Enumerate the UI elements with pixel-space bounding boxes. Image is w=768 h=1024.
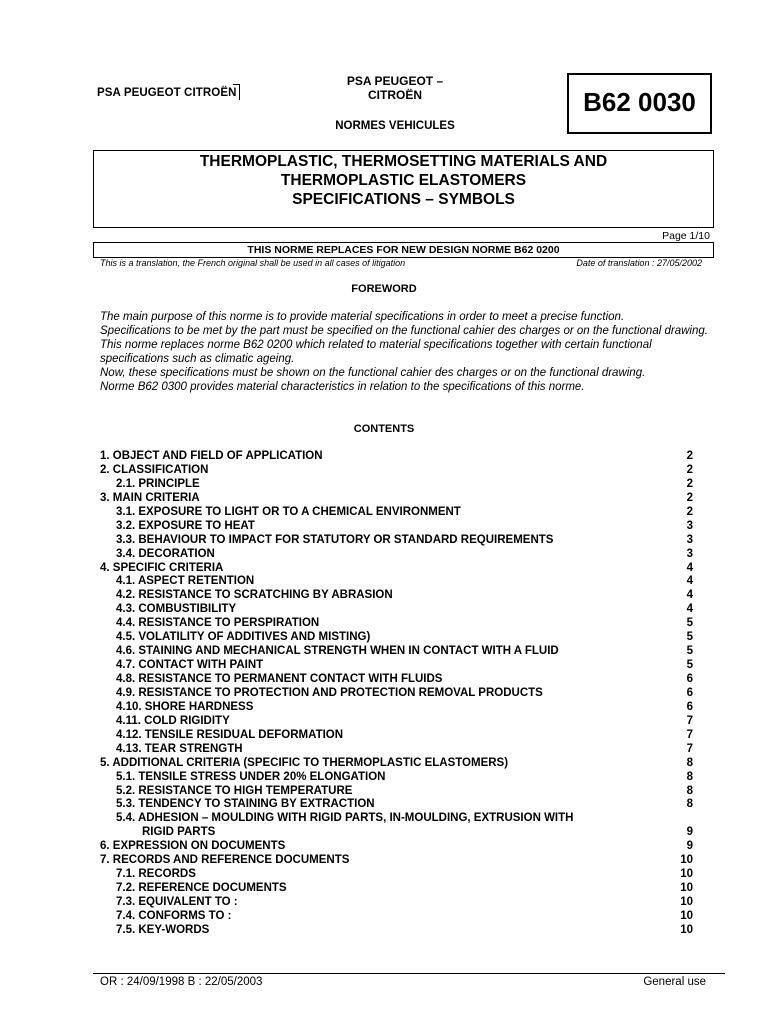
- toc-item-title: 3.4. DECORATION: [116, 547, 215, 560]
- toc-item-page: 6: [686, 700, 693, 713]
- toc-item: [100, 701, 693, 715]
- toc-item: [100, 520, 693, 534]
- toc-item-page: 6: [686, 686, 693, 699]
- toc-item: [100, 617, 693, 631]
- toc-item: [100, 868, 693, 882]
- normes-label: NORMES VEHICULES: [335, 120, 455, 132]
- toc-item: [100, 631, 693, 645]
- toc-item: [100, 924, 693, 938]
- translation-date: Date of translation : 27/05/2002: [576, 258, 702, 268]
- toc-item: [100, 910, 693, 924]
- toc-item-page: 8: [686, 756, 693, 769]
- replaces-text: THIS NORME REPLACES FOR NEW DESIGN NORME B62 0200: [247, 244, 560, 256]
- foreword-body: [100, 310, 720, 394]
- toc-item: [100, 506, 693, 520]
- toc-item-page: 4: [686, 603, 693, 616]
- toc-item: [100, 659, 693, 673]
- toc-item-page: 9: [686, 826, 693, 839]
- title-line-1: THERMOPLASTIC, THERMOSETTING MATERIALS AND: [199, 153, 608, 170]
- toc-item-page: 4: [686, 589, 693, 602]
- toc-item-page: 10: [680, 909, 693, 922]
- norme-code: B62 0030: [583, 87, 696, 117]
- toc-item-title: 1. OBJECT AND FIELD OF APPLICATION: [100, 450, 323, 462]
- toc-item-title: 3.1. EXPOSURE TO LIGHT OR TO A CHEMICAL ENVIRONMENT: [116, 505, 461, 518]
- foreword-paragraph: The main purpose of this norme is to provide material specifications in order to meet a precise function.: [100, 311, 625, 323]
- toc-item-title: 5.4. ADHESION – MOULDING WITH RIGID PARTS, IN-MOULDING, EXTRUSION WITH: [116, 812, 574, 825]
- toc-item-title: 5.1. TENSILE STRESS UNDER 20% ELONGATION: [116, 770, 386, 783]
- replaces-box: [93, 242, 714, 258]
- toc-item: [100, 534, 693, 548]
- toc-item-page: 8: [686, 770, 693, 783]
- toc-item: [100, 464, 693, 478]
- toc-item-page: 8: [686, 798, 693, 811]
- toc-item-title: 7.5. KEY-WORDS: [116, 923, 210, 936]
- toc-item-title: 3.3. BEHAVIOUR TO IMPACT FOR STATUTORY OR STANDARD REQUIREMENTS: [116, 533, 554, 546]
- toc-item-title: 3.2. EXPOSURE TO HEAT: [116, 519, 255, 532]
- toc-item-title: 4.8. RESISTANCE TO PERMANENT CONTACT WITH FLUIDS: [116, 673, 443, 685]
- toc-item-page: 4: [686, 561, 693, 574]
- toc-item-page: 5: [686, 659, 693, 672]
- toc-item: [100, 562, 693, 576]
- toc-item: [100, 743, 693, 757]
- toc-item-page: 8: [686, 784, 693, 797]
- toc-item-title: 7.4. CONFORMS TO :: [116, 909, 232, 922]
- toc-item-title: 4.10. SHORE HARDNESS: [116, 700, 254, 713]
- toc-item-title: 5.3. TENDENCY TO STAINING BY EXTRACTION: [116, 798, 375, 811]
- title-box: [93, 150, 714, 228]
- toc-item-page: 7: [686, 742, 693, 755]
- foreword-paragraph: Now, these specifications must be shown on the functional cahier des charges or on the functional drawing.: [100, 367, 646, 379]
- toc-item-page: 2: [686, 505, 693, 518]
- company-name: PSA PEUGEOT – CITROËN: [346, 74, 444, 102]
- toc-item: [100, 673, 693, 687]
- toc-item-page: 10: [680, 923, 693, 936]
- toc-item-title: RIGID PARTS: [142, 826, 216, 839]
- footer-divider: [93, 973, 725, 974]
- toc-item: [100, 548, 693, 562]
- toc-item: [100, 589, 693, 603]
- toc-item-title: 2. CLASSIFICATION: [100, 463, 209, 476]
- toc-item-page: 6: [686, 673, 693, 685]
- toc-item-title: 4.13. TEAR STRENGTH: [116, 742, 243, 755]
- toc-item-page: 4: [686, 575, 693, 588]
- toc-item-page: 2: [686, 491, 693, 504]
- toc-item: [100, 715, 693, 729]
- toc-item-title: 7.1. RECORDS: [116, 868, 196, 881]
- title-line-3: SPECIFICATIONS – SYMBOLS: [292, 191, 515, 208]
- toc-item: [100, 854, 693, 868]
- toc-item-title: 4. SPECIFIC CRITERIA: [100, 561, 224, 574]
- toc-item: [100, 450, 693, 464]
- toc-item-title: 7.2. REFERENCE DOCUMENTS: [116, 882, 287, 895]
- toc-item-title: 4.7. CONTACT WITH PAINT: [116, 659, 264, 672]
- toc-item-page: 10: [680, 854, 693, 867]
- footer-dates: OR : 24/09/1998 B : 22/05/2003: [100, 976, 263, 988]
- toc-item-title: 4.12. TENSILE RESIDUAL DEFORMATION: [116, 728, 344, 741]
- foreword-paragraph: Specifications to be met by the part must be specified on the functional cahier des charges or on the functional drawing.: [100, 325, 708, 337]
- toc-item-page: 2: [686, 477, 693, 490]
- toc-item-title: 2.1. PRINCIPLE: [116, 477, 200, 490]
- foreword-paragraph: This norme replaces norme B62 0200 which related to material specifications together with certain functional specifications such as climatic ageing.: [100, 339, 652, 365]
- toc-item-page: 10: [680, 896, 693, 908]
- toc-item: [100, 575, 693, 589]
- toc-item-title: 4.9. RESISTANCE TO PROTECTION AND PROTECTION REMOVAL PRODUCTS: [116, 686, 543, 699]
- toc-item-title: 4.4. RESISTANCE TO PERSPIRATION: [116, 617, 320, 630]
- toc-item-page: 5: [686, 617, 693, 630]
- toc-item-title: 5. ADDITIONAL CRITERIA (SPECIFIC TO THERMOPLASTIC ELASTOMERS): [100, 756, 509, 769]
- toc-item-title: 4.11. COLD RIGIDITY: [116, 714, 230, 727]
- toc-item-title: 4.3. COMBUSTIBILITY: [116, 603, 237, 616]
- toc-item-title: 4.2. RESISTANCE TO SCRATCHING BY ABRASION: [116, 589, 393, 602]
- toc-item-title: 4.5. VOLATILITY OF ADDITIVES AND MISTING): [116, 631, 371, 644]
- foreword-paragraph: Norme B62 0300 provides material characteristics in relation to the specifications of this norme.: [100, 381, 585, 393]
- translation-note: This is a translation, the French original shall be used in all cases of litigation: [100, 258, 406, 268]
- toc-item: [100, 729, 693, 743]
- norme-code-box: [567, 73, 712, 134]
- toc-item-title: 7.3. EQUIVALENT TO :: [116, 896, 238, 908]
- toc-item: [100, 478, 693, 492]
- logo-bracket-icon: [233, 84, 240, 100]
- toc-item: [100, 603, 693, 617]
- toc-item: [100, 826, 693, 840]
- toc-item-title: 6. EXPRESSION ON DOCUMENTS: [100, 840, 286, 853]
- toc-item-title: 4.6. STAINING AND MECHANICAL STRENGTH WHEN IN CONTACT WITH A FLUID: [116, 645, 559, 658]
- toc-item: [100, 771, 693, 785]
- toc-item-page: 10: [680, 882, 693, 895]
- toc-item: [100, 840, 693, 854]
- toc-item-title: 5.2. RESISTANCE TO HIGH TEMPERATURE: [116, 784, 353, 797]
- toc-item-page: 10: [680, 868, 693, 881]
- toc-item-page: 9: [686, 840, 693, 853]
- page-number: Page 1/10: [662, 230, 710, 242]
- toc-item-page: 5: [686, 645, 693, 658]
- toc-item-page: 3: [686, 519, 693, 532]
- logo-text: PSA PEUGEOT CITROËN: [97, 87, 237, 99]
- toc-item: [100, 882, 693, 896]
- toc-item: [100, 785, 693, 799]
- toc-item-page: 5: [686, 631, 693, 644]
- toc-item-page: 7: [686, 714, 693, 727]
- toc-item: [100, 687, 693, 701]
- toc-item: [100, 812, 693, 826]
- toc-item-page: 2: [686, 450, 693, 462]
- table-of-contents: [100, 450, 693, 938]
- toc-item-page: 3: [686, 533, 693, 546]
- toc-item-page: 7: [686, 728, 693, 741]
- toc-item: [100, 798, 693, 812]
- title-line-2: THERMOPLASTIC ELASTOMERS: [280, 172, 527, 189]
- toc-item-title: 4.1. ASPECT RETENTION: [116, 575, 255, 588]
- psa-logo: [97, 84, 243, 104]
- toc-item-title: 7. RECORDS AND REFERENCE DOCUMENTS: [100, 854, 350, 867]
- toc-item-page: 3: [686, 547, 693, 560]
- footer-usage: General use: [643, 976, 706, 988]
- toc-item: [100, 492, 693, 506]
- foreword-heading: FOREWORD: [351, 283, 417, 295]
- toc-item: [100, 757, 693, 771]
- toc-item-page: 2: [686, 463, 693, 476]
- toc-item-title: 3. MAIN CRITERIA: [100, 491, 200, 504]
- toc-item: [100, 896, 693, 910]
- toc-item: [100, 645, 693, 659]
- contents-heading: CONTENTS: [353, 423, 415, 435]
